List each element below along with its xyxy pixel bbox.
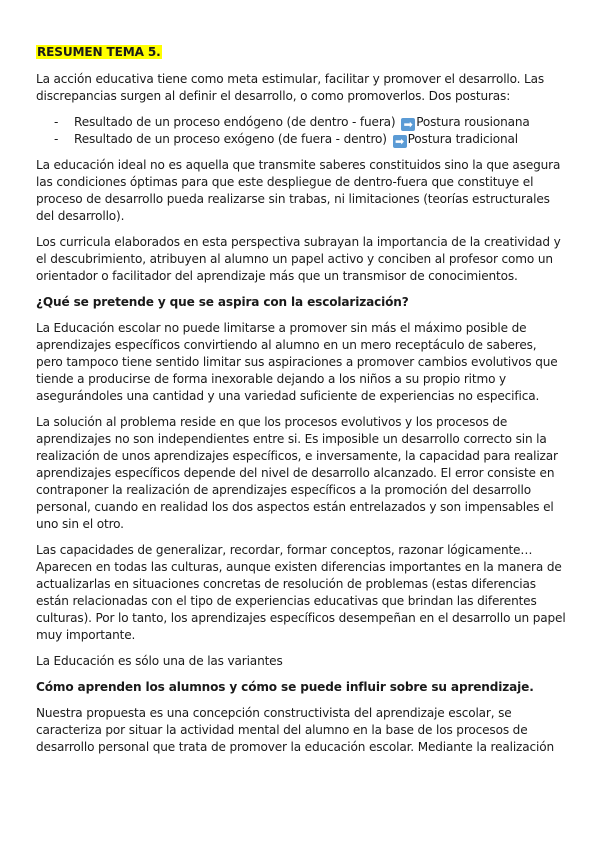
capacities-paragraph: Las capacidades de generalizar, recordar, formar conceptos, razonar lógicamente… Aparecen en todas las culturas, aunque existen diferencias importantes en la manera de actualizarlas en situaciones concretas de resolución de problemas (estas diferencias están relacionadas con el tipo de experiencias educativas que brindan las diferentes culturas). Por lo tanto, los aprendizajes específicos desempeñan en el desarrollo un papel muy importante. xyxy=(36,543,566,642)
right-arrow-icon: ➡ xyxy=(393,135,407,148)
solution-paragraph: La solución al problema reside en que los procesos evolutivos y los procesos de aprendizajes no son independientes entre si. Es imposible un desarrollo correcto sin la realización de unos aprendizajes específicos, e inversamente, la capacidad para realizar aprendizajes específicos depende del nivel de desarrollo alcanzado. El error consiste en contraponer la realización de aprendizajes específicos a la promoción del desarrollo personal, cuando en realidad los dos aspectos están entrelazados y son impensables el uno sin el otro. xyxy=(36,415,558,531)
list-item xyxy=(36,131,566,148)
postures-list xyxy=(36,114,566,148)
variants-paragraph: La Educación es sólo una de las variantes xyxy=(36,654,283,668)
posture-text: Resultado de un proceso exógeno (de fuera - dentro) xyxy=(74,132,387,146)
document-page xyxy=(36,44,566,765)
list-dash: - xyxy=(54,132,59,146)
list-item xyxy=(36,114,566,131)
list-dash: - xyxy=(54,115,59,129)
posture-result: Postura rousionana xyxy=(416,115,530,129)
curricula-paragraph: Los curricula elaborados en esta perspectiva subrayan la importancia de la creatividad y el descubrimiento, atribuyen al alumno un papel activo y conciben al profesor como un orientador o facilitador del aprendizaje más que un transmisor de conocimientos. xyxy=(36,235,561,283)
posture-result: Postura tradicional xyxy=(407,132,518,146)
document-title: RESUMEN TEMA 5. xyxy=(37,45,161,59)
title-line xyxy=(36,44,566,61)
posture-text: Resultado de un proceso endógeno (de dentro - fuera) xyxy=(74,115,396,129)
school-education-paragraph: La Educación escolar no puede limitarse a promover sin más el máximo posible de aprendizajes específicos convirtiendo al alumno en un mero receptáculo de saberes, pero tampoco tiene sentido limitar sus aspiraciones a promover cambios evolutivos que tiende a producirse de forma inexorable dejando a los niños a su propio ritmo y asegurándoles una cantidad y una variedad suficiente de experiencias no especifica. xyxy=(36,321,558,403)
section-heading-aprendizaje: Cómo aprenden los alumnos y cómo se puede influir sobre su aprendizaje. xyxy=(36,680,534,694)
proposal-paragraph: Nuestra propuesta es una concepción constructivista del aprendizaje escolar, se caracteriza por situar la actividad mental del alumno en la base de los procesos de desarrollo personal que trata de promover la educación escolar. Mediante la realización xyxy=(36,706,554,754)
ideal-education-paragraph: La educación ideal no es aquella que transmite saberes constituidos sino la que asegura las condiciones óptimas para que este despliegue de dentro-fuera que constituye el proceso de desarrollo pueda realizarse sin trabas, ni limitaciones (teorías estructurales del desarrollo). xyxy=(36,158,561,223)
right-arrow-icon: ➡ xyxy=(401,118,415,131)
intro-paragraph: La acción educativa tiene como meta estimular, facilitar y promover el desarrollo. Las discrepancias surgen al definir el desarrollo, o como promoverlos. Dos posturas: xyxy=(36,72,545,103)
section-heading-escolarizacion: ¿Qué se pretende y que se aspira con la escolarización? xyxy=(36,295,409,309)
